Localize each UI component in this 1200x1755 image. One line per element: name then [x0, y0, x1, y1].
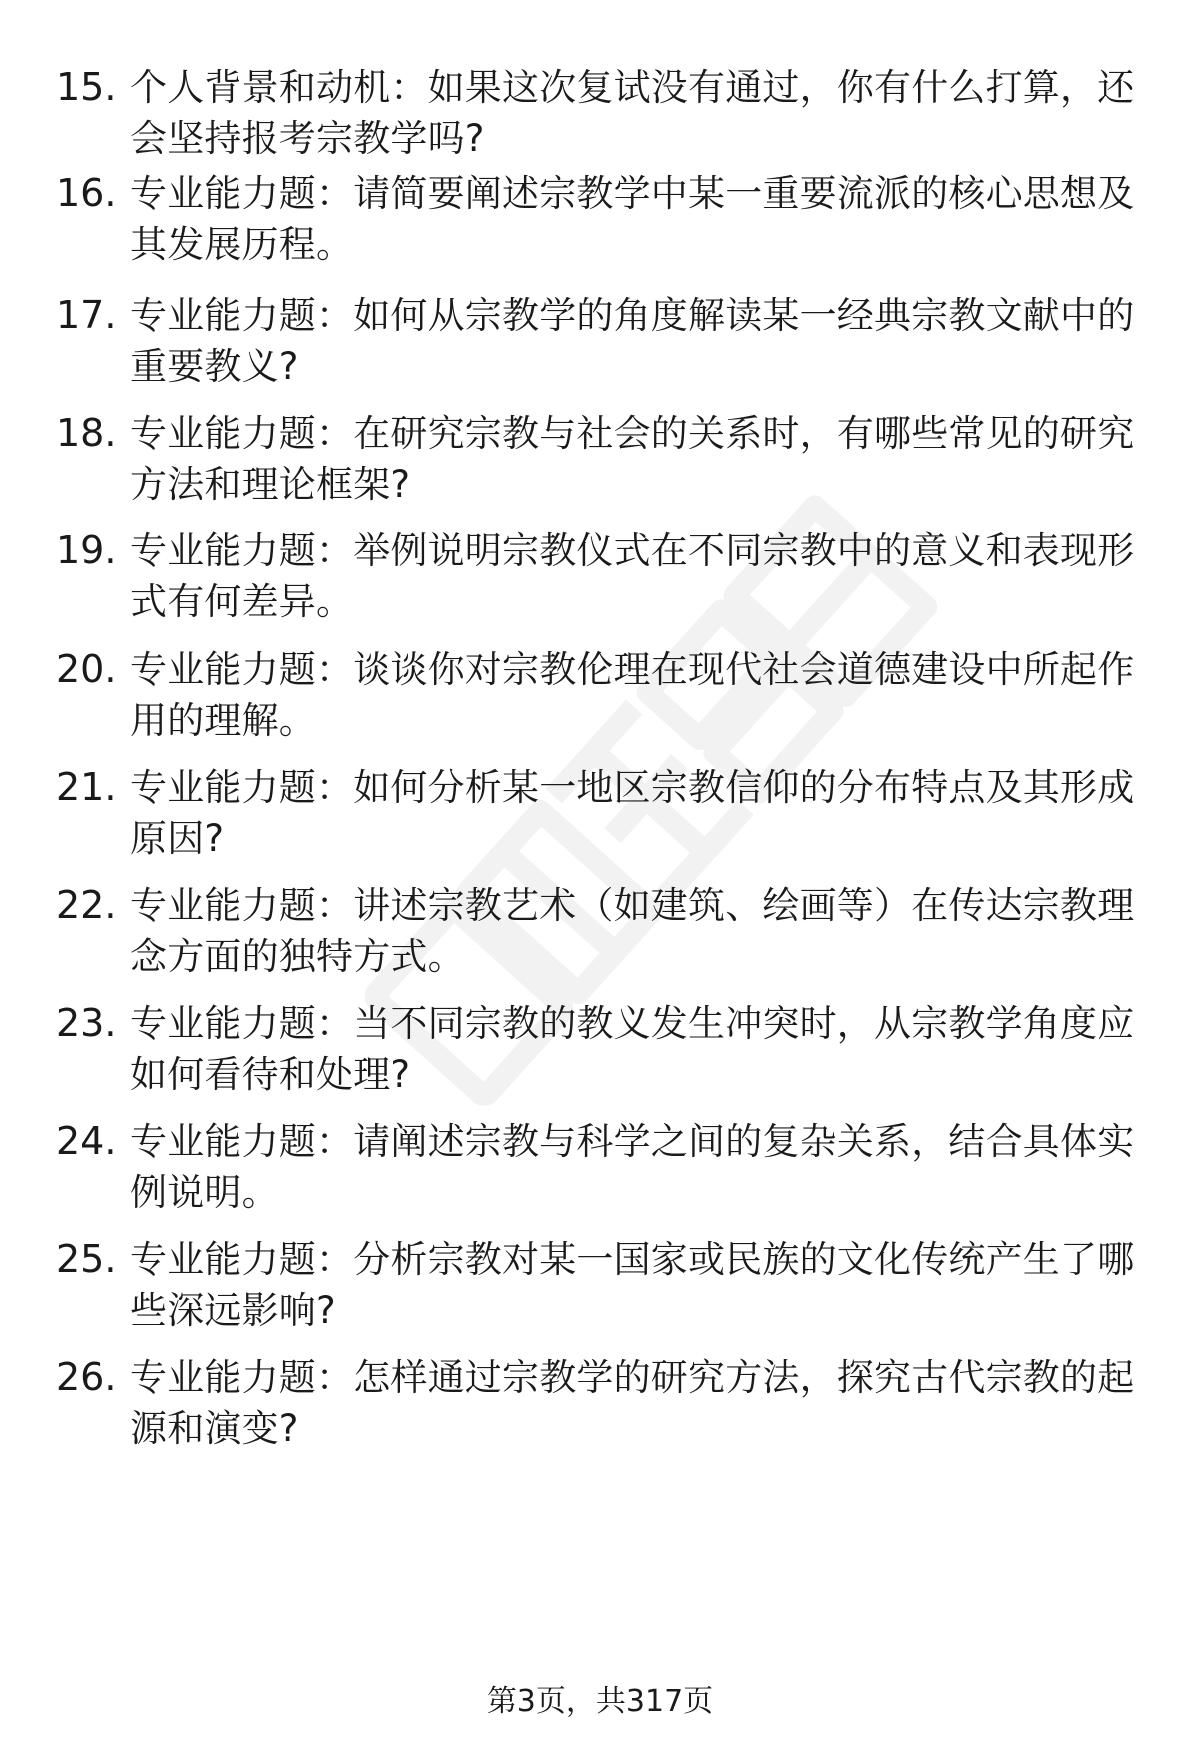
list-item — [0, 1116, 1200, 1226]
question-text: 专业能力题：如何从宗教学的角度解读某一经典宗教文献中的重要教义? — [130, 294, 1135, 388]
question-number: 16. — [56, 171, 117, 215]
question-number: 15. — [56, 65, 117, 109]
question-number: 20. — [56, 647, 117, 691]
question-number: 26. — [56, 1355, 117, 1399]
list-item — [0, 880, 1200, 990]
question-number: 24. — [56, 1119, 117, 1163]
question-text: 专业能力题：请简要阐述宗教学中某一重要流派的核心思想及其发展历程。 — [130, 172, 1135, 266]
question-text: 专业能力题：怎样通过宗教学的研究方法，探究古代宗教的起源和演变? — [130, 1356, 1135, 1450]
list-item — [0, 998, 1200, 1108]
question-text: 专业能力题：分析宗教对某一国家或民族的文化传统产生了哪些深远影响? — [130, 1238, 1135, 1332]
page-footer: 第3页，共317页 — [486, 1684, 714, 1719]
question-number: 25. — [56, 1237, 117, 1281]
list-item — [0, 290, 1200, 400]
question-text: 专业能力题：在研究宗教与社会的关系时，有哪些常见的研究方法和理论框架? — [130, 412, 1135, 506]
question-number: 19. — [56, 528, 117, 572]
question-number: 22. — [56, 883, 117, 927]
list-item — [0, 644, 1200, 754]
question-number: 17. — [56, 293, 117, 337]
list-item — [0, 408, 1200, 518]
list-item — [0, 525, 1200, 635]
question-text: 专业能力题：当不同宗教的教义发生冲突时，从宗教学角度应如何看待和处理? — [130, 1002, 1135, 1096]
question-text: 专业能力题：请阐述宗教与科学之间的复杂关系，结合具体实例说明。 — [130, 1120, 1135, 1214]
question-number: 21. — [56, 765, 117, 809]
question-number: 23. — [56, 1001, 117, 1045]
list-item — [0, 168, 1200, 278]
list-item — [0, 1234, 1200, 1344]
question-number: 18. — [56, 411, 117, 455]
question-text: 专业能力题：谈谈你对宗教伦理在现代社会道德建设中所起作用的理解。 — [130, 648, 1135, 742]
question-text: 专业能力题：举例说明宗教仪式在不同宗教中的意义和表现形式有何差异。 — [130, 529, 1135, 623]
list-item — [0, 62, 1200, 172]
list-item — [0, 762, 1200, 872]
question-text: 专业能力题：讲述宗教艺术（如建筑、绘画等）在传达宗教理念方面的独特方式。 — [130, 884, 1135, 978]
question-text: 个人背景和动机：如果这次复试没有通过，你有什么打算，还会坚持报考宗教学吗? — [130, 66, 1135, 160]
question-text: 专业能力题：如何分析某一地区宗教信仰的分布特点及其形成原因? — [130, 766, 1135, 860]
list-item — [0, 1352, 1200, 1462]
